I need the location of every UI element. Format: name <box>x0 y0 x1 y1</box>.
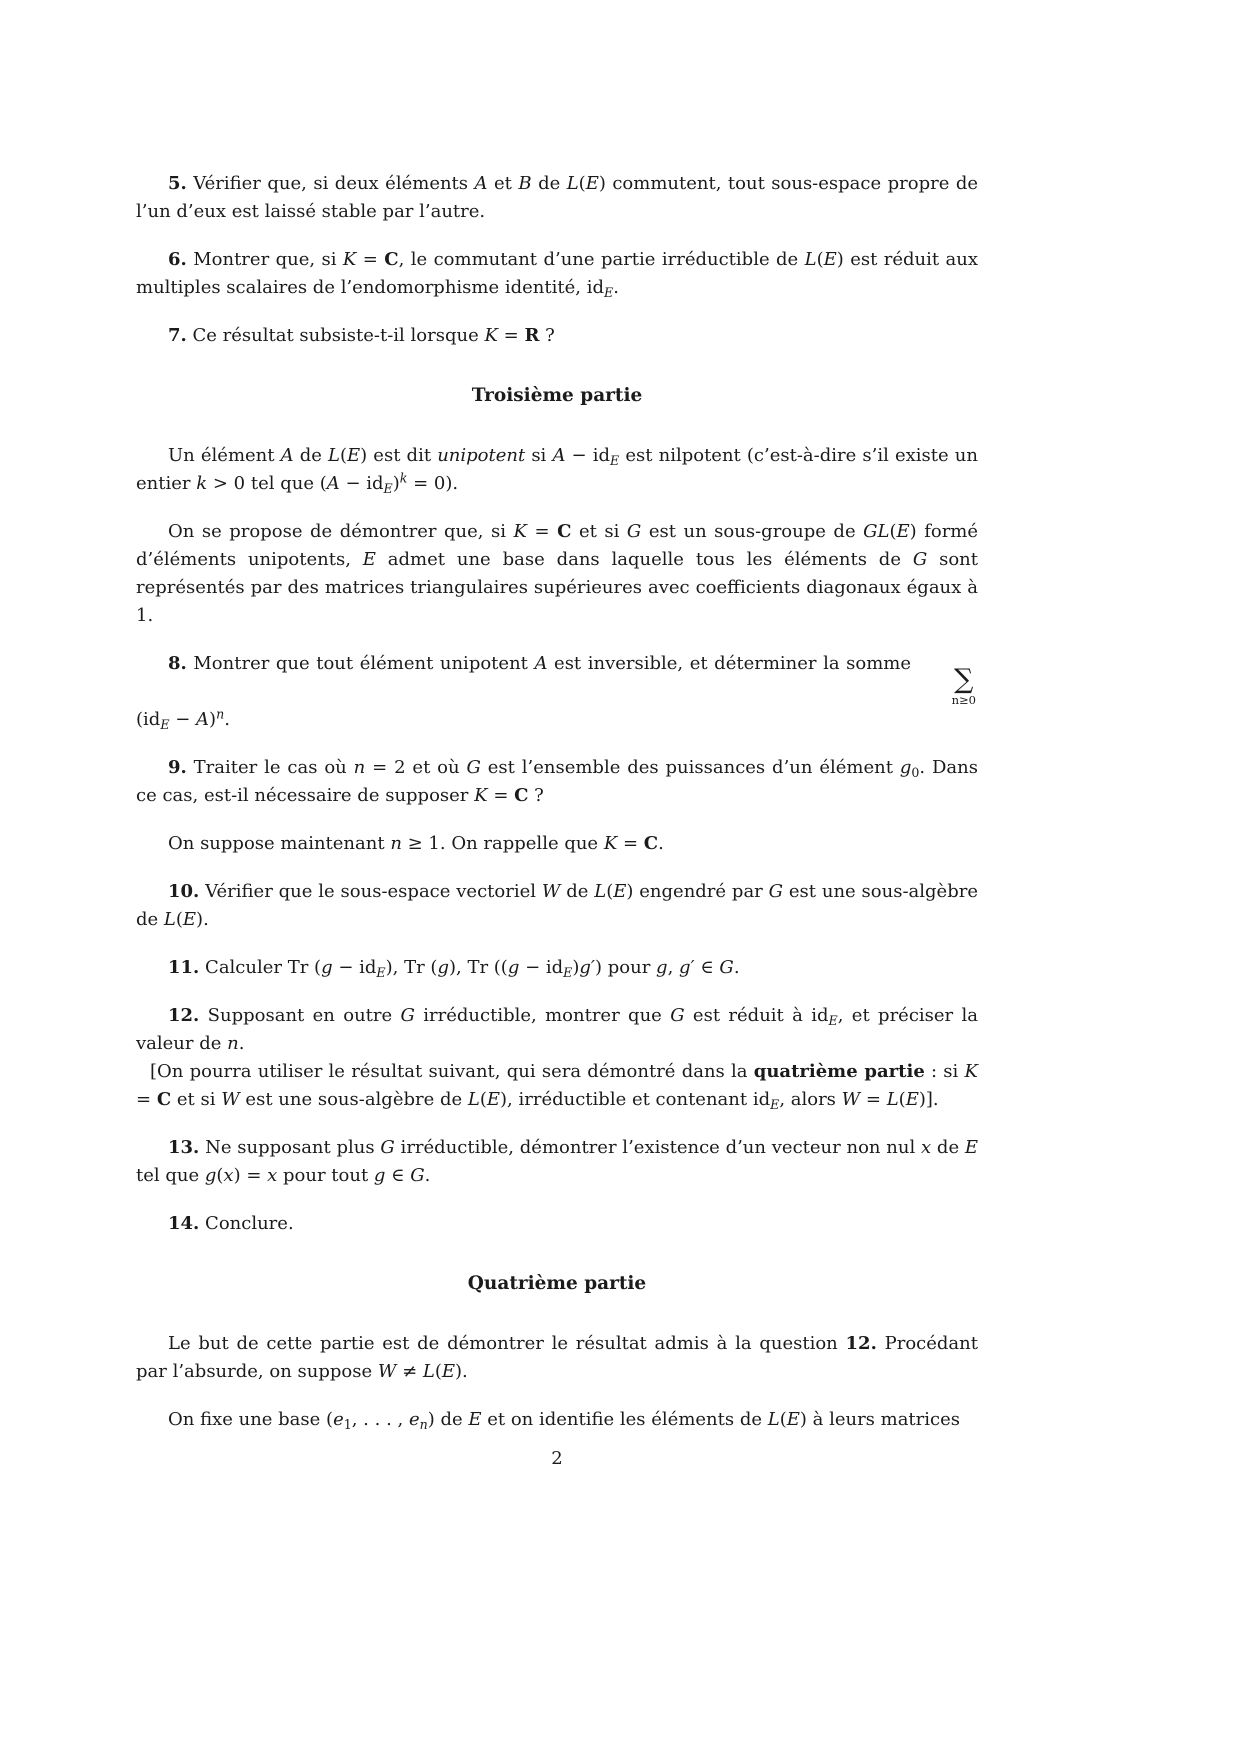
text-run: ) <box>500 1089 508 1111</box>
text-run: Quatrième partie <box>467 1273 647 1295</box>
text-run: [On pourra utiliser le résultat suivant, qui sera démontré dans la <box>150 1061 754 1083</box>
text-run: g <box>437 957 449 979</box>
text-run: . <box>203 909 209 931</box>
text-run: n <box>216 707 225 723</box>
text-run: ∈ <box>385 1165 411 1187</box>
text-run: ) <box>196 909 204 931</box>
text-run: n <box>227 1033 239 1055</box>
text-run: Ne supposant plus <box>199 1137 381 1159</box>
text-run: L <box>804 249 817 270</box>
text-run: K <box>964 1061 978 1083</box>
text-run: E <box>383 480 393 496</box>
text-run: Vérifier que le sous-espace vectoriel <box>199 881 542 903</box>
text-run: ? <box>528 785 544 807</box>
text-run: ]. <box>925 1089 939 1111</box>
text-run: (id <box>136 709 161 731</box>
text-run: On suppose maintenant <box>168 833 391 855</box>
text-run: est l’ensemble des puissances d’un élément <box>480 757 900 779</box>
text-run: On fixe une base ( <box>168 1409 334 1431</box>
paragraph <box>136 1058 978 1114</box>
text-run: E <box>770 1097 780 1113</box>
text-run: Ce résultat subsiste-t-il lorsque <box>186 325 485 346</box>
text-run: x <box>223 1165 234 1187</box>
text-run: . <box>238 1033 245 1055</box>
text-run: A <box>280 445 294 466</box>
paragraph <box>136 1406 978 1434</box>
text-run: est inversible, et déterminer la somme <box>547 653 918 674</box>
text-run: ≠ <box>396 1361 423 1383</box>
text-run: A <box>326 473 340 494</box>
text-run: L <box>467 1089 480 1111</box>
text-run: , irréductible et contenant id <box>507 1089 771 1111</box>
text-run: E <box>362 549 376 570</box>
text-run: g′ <box>579 957 596 979</box>
text-run: engendré par <box>633 881 769 903</box>
text-run: Montrer que tout élément unipotent <box>186 653 535 674</box>
text-run: ( <box>175 909 183 931</box>
text-run: 14. <box>168 1213 200 1235</box>
text-run: R <box>524 325 540 346</box>
text-run: g <box>507 957 520 979</box>
text-run: C <box>514 785 529 807</box>
text-run: ( <box>434 1361 442 1383</box>
text-run: L <box>566 173 579 194</box>
text-run: G <box>380 1137 395 1159</box>
text-run: et si <box>571 521 627 542</box>
text-run: Supposant en outre <box>199 1005 401 1027</box>
text-run: . <box>658 833 664 855</box>
text-run: C <box>384 249 399 270</box>
text-run: est une sous-algèbre de <box>136 881 978 931</box>
text-run: C <box>557 521 572 542</box>
text-run: = <box>617 833 644 855</box>
paragraph <box>136 754 978 810</box>
text-run: . <box>462 1361 468 1383</box>
text-run: 0 <box>911 765 920 781</box>
text-run: L <box>594 881 607 903</box>
text-run: L <box>328 445 340 466</box>
paragraph <box>136 1210 978 1238</box>
text-run: est nilpotent (c’est-à-dire s’il existe un entier <box>136 445 978 494</box>
paragraph <box>136 170 978 226</box>
text-run: L <box>163 909 176 931</box>
text-run: 13. <box>168 1137 200 1159</box>
text-run: G <box>626 521 642 542</box>
text-run: W <box>377 1361 397 1383</box>
text-run: B <box>518 173 532 194</box>
text-run: − id <box>332 957 377 979</box>
text-run: ) de <box>427 1409 469 1431</box>
text-run: ) <box>836 249 844 270</box>
text-run: E <box>160 717 170 733</box>
paragraph <box>136 830 978 858</box>
text-run: K <box>484 325 498 346</box>
text-run: de <box>560 881 595 903</box>
text-run: 11. <box>168 957 200 979</box>
text-run: g <box>321 957 333 979</box>
text-run: = 0). <box>407 473 459 494</box>
text-run: , . . . , <box>351 1409 409 1431</box>
text-run: est dit <box>367 445 438 466</box>
text-run: k <box>399 470 408 486</box>
text-run: 5. <box>168 173 187 194</box>
text-run: . <box>613 277 619 298</box>
text-run: A <box>534 653 548 674</box>
text-run: ? <box>539 325 555 346</box>
text-run: > 0 tel que ( <box>207 473 327 494</box>
text-run: C <box>643 833 659 855</box>
text-run: sont représentés par des matrices triangulaires supérieures avec coefficients diagonaux égaux à 1. <box>136 549 978 626</box>
text-run: g <box>656 957 668 979</box>
sum-lower-limit: n≥0 <box>951 692 976 707</box>
text-run: ( <box>339 445 348 466</box>
text-run: = <box>497 325 525 346</box>
text-run: admet une base dans laquelle tous les éléments de <box>375 549 913 570</box>
text-run: est un sous-groupe de <box>641 521 864 542</box>
text-run: 8. <box>168 653 187 674</box>
text-run: 10. <box>168 881 200 903</box>
text-run: est réduit aux multiples scalaires de l’endomorphisme identité, id <box>136 249 978 298</box>
text-run: ( <box>816 249 824 270</box>
text-run: E <box>786 1409 800 1431</box>
text-run: g <box>204 1165 217 1187</box>
text-run: A <box>196 709 210 731</box>
text-run: g <box>899 757 912 779</box>
text-run: , et préciser la valeur de <box>136 1005 979 1055</box>
text-run: . <box>424 1165 431 1187</box>
text-run: ), Tr ( <box>385 957 438 979</box>
text-run: 1 <box>343 1417 352 1433</box>
text-run: E <box>905 1089 919 1111</box>
section-heading <box>136 1270 978 1298</box>
text-run: Traiter le cas où <box>186 757 354 779</box>
text-run: et on identifie les éléments de <box>481 1409 768 1431</box>
text-run: − id <box>339 473 384 494</box>
text-run: E <box>347 445 361 466</box>
text-run: ) = <box>233 1165 268 1187</box>
text-run: E <box>610 452 620 468</box>
text-run: − <box>169 709 197 731</box>
text-run: K <box>513 521 527 542</box>
text-run: ) <box>909 521 917 542</box>
sigma-glyph: ∑ <box>954 663 974 695</box>
paragraph <box>136 322 978 350</box>
text-run: ) <box>392 473 400 494</box>
text-run: ) <box>209 709 217 731</box>
text-run: ( <box>889 521 897 542</box>
text-run: ( <box>606 881 614 903</box>
text-run: E <box>828 1013 838 1029</box>
text-run: . <box>733 957 740 979</box>
text-run: ) <box>572 957 580 979</box>
paragraph <box>136 650 978 734</box>
text-run: 12. <box>168 1005 200 1027</box>
text-run: , alors <box>779 1089 842 1111</box>
text-run: , le commutant d’une partie irréductible de <box>398 249 805 270</box>
text-run: 7. <box>168 325 187 346</box>
text-run: et <box>487 173 519 194</box>
text-run: G <box>466 757 481 779</box>
text-run: est réduit à id <box>684 1005 829 1027</box>
paragraph <box>136 878 978 934</box>
text-run: tel que <box>136 1165 205 1187</box>
text-run: L <box>767 1409 780 1431</box>
text-run: Calculer Tr ( <box>199 957 322 979</box>
text-run: On se propose de démontrer que, si <box>168 521 514 542</box>
text-run: E <box>896 521 910 542</box>
text-run: unipotent <box>437 445 526 466</box>
text-run: ) pour <box>595 957 657 979</box>
text-run: E <box>823 249 837 270</box>
text-run: . <box>224 709 230 731</box>
text-run: ) <box>360 445 368 466</box>
text-run: x <box>921 1137 932 1159</box>
text-run: quatrième partie <box>753 1061 925 1083</box>
text-run: A <box>474 173 488 194</box>
text-run: n <box>390 833 402 855</box>
text-run: E <box>376 965 386 981</box>
text-run: = <box>527 521 558 542</box>
text-run: E <box>182 909 197 931</box>
text-run: ( <box>216 1165 224 1187</box>
text-run: ( <box>479 1089 487 1111</box>
paragraph <box>136 954 978 982</box>
text-run: de <box>931 1137 965 1159</box>
text-run: . Dans ce cas, est-il nécessaire de supposer <box>136 757 978 807</box>
text-run: ) <box>626 881 634 903</box>
text-run: g′ <box>679 957 695 979</box>
text-run: Le but de cette partie est de démontrer le résultat admis à la question <box>168 1333 846 1355</box>
text-run: − id <box>519 957 564 979</box>
text-run: à leurs matrices <box>806 1409 960 1431</box>
text-run: formé d’éléments unipotents, <box>136 521 979 570</box>
text-run: commutent, tout sous-espace propre de l’un d’eux est laissé stable par l’autre. <box>136 173 978 222</box>
text-run: de <box>531 173 567 194</box>
text-run: = <box>487 785 515 807</box>
text-run: g <box>373 1165 386 1187</box>
text-run: ), Tr (( <box>448 957 508 979</box>
text-run: = <box>136 1089 157 1111</box>
text-run: L <box>422 1361 435 1383</box>
text-run: , <box>667 957 680 979</box>
text-run: E <box>613 881 627 903</box>
text-run: K <box>342 249 357 270</box>
text-run: 12. <box>845 1333 877 1355</box>
text-run: irréductible, montrer que <box>414 1005 671 1027</box>
text-run: ) <box>455 1361 463 1383</box>
text-run: ) <box>598 173 606 194</box>
text-run: e <box>333 1409 344 1431</box>
text-run: G <box>670 1005 685 1027</box>
text-run: E <box>964 1137 978 1159</box>
text-run: Montrer que, si <box>186 249 343 270</box>
text-run: Troisième partie <box>471 385 643 406</box>
paragraph <box>136 1330 978 1386</box>
text-run: = <box>356 249 385 270</box>
text-run: E <box>468 1409 482 1431</box>
text-run: est une sous-algèbre de <box>239 1089 468 1111</box>
text-run: G <box>400 1005 415 1027</box>
text-run: si <box>525 445 553 466</box>
text-run: E <box>486 1089 501 1111</box>
text-run: K <box>603 833 618 855</box>
text-run: G <box>719 957 734 979</box>
summation-symbol <box>920 663 976 707</box>
text-run: G <box>912 549 928 570</box>
text-run: : si <box>924 1061 965 1083</box>
text-run: et si <box>171 1089 222 1111</box>
text-run: ∈ <box>694 957 720 979</box>
text-run: G <box>768 881 784 903</box>
paragraph <box>136 246 978 302</box>
paragraph <box>136 1134 978 1190</box>
paragraph <box>136 442 978 498</box>
text-run: ) <box>918 1089 926 1111</box>
paragraph <box>136 1002 978 1058</box>
text-run: = <box>860 1089 887 1111</box>
text-run: ( <box>578 173 586 194</box>
page-number: 2 <box>551 1448 563 1469</box>
text-run: de <box>293 445 329 466</box>
paragraph <box>136 518 978 630</box>
text-run: n <box>419 1417 428 1433</box>
text-run: x <box>267 1165 278 1187</box>
text-run: 9. <box>168 757 187 779</box>
text-run: k <box>196 473 208 494</box>
text-run: E <box>441 1361 456 1383</box>
text-run: ) <box>799 1409 807 1431</box>
text-run: G <box>410 1165 425 1187</box>
text-run: K <box>474 785 488 807</box>
text-run: GL <box>863 521 890 542</box>
text-run: ( <box>779 1409 787 1431</box>
text-run: Conclure. <box>199 1213 294 1235</box>
text-run: e <box>408 1409 420 1431</box>
text-run: W <box>221 1089 240 1111</box>
text-run: A <box>552 445 566 466</box>
text-run: Procédant par l’absurde, on suppose <box>136 1333 978 1383</box>
text-run: Vérifier que, si deux éléments <box>186 173 475 194</box>
text-run: E <box>563 965 573 981</box>
text-run: Un élément <box>168 445 281 466</box>
text-run: ≥ 1. On rappelle que <box>401 833 604 855</box>
text-run: pour tout <box>277 1165 374 1187</box>
text-run: 6. <box>168 249 187 270</box>
text-run: E <box>603 284 614 300</box>
text-run: = 2 et où <box>365 757 467 779</box>
section-heading <box>136 382 978 410</box>
text-run: E <box>585 173 599 194</box>
text-run: n <box>353 757 366 779</box>
text-run: L <box>886 1089 899 1111</box>
text-run: − id <box>565 445 611 466</box>
document-content <box>136 170 978 1434</box>
text-run: W <box>841 1089 861 1111</box>
text-run: ( <box>898 1089 906 1111</box>
text-run: W <box>541 881 561 903</box>
text-run: irréductible, démontrer l’existence d’un vecteur non nul <box>394 1137 921 1159</box>
text-run: C <box>156 1089 172 1111</box>
